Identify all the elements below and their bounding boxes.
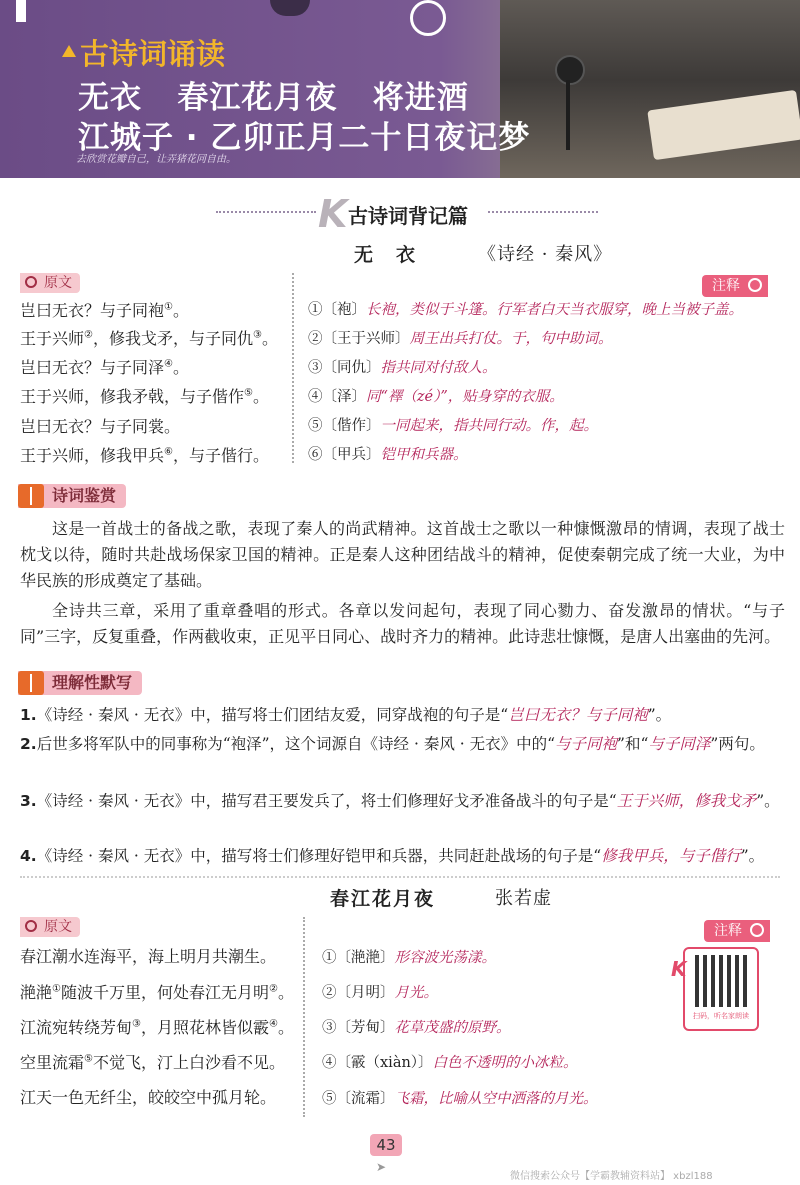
line-text: 江流宛转绕芳甸 <box>20 1018 133 1037</box>
note-item <box>308 356 497 377</box>
poem-line <box>20 326 278 349</box>
dictation-label-text: 理解性默写 <box>52 673 133 692</box>
qr-code-icon[interactable] <box>695 955 747 1007</box>
k-logo-icon: K <box>671 957 687 981</box>
note-mark: ⑥ <box>164 446 173 458</box>
line-text: 滟滟 <box>20 983 53 1002</box>
line-text: 。 <box>172 301 189 320</box>
circle-icon <box>25 276 37 288</box>
question-text: ”两句。 <box>710 735 765 753</box>
answer-text: 与子同泽 <box>648 735 711 753</box>
line-text: 岂曰无衣？与子同泽 <box>20 358 165 377</box>
note-explanation: 指共同对付敌人。 <box>380 360 497 376</box>
poem-line <box>20 298 189 321</box>
note-explanation: 形容波光荡漾。 <box>394 950 496 966</box>
note-term: ①〔滟滟〕 <box>322 950 395 966</box>
poem-line <box>20 1050 285 1073</box>
poem-line <box>20 414 180 437</box>
appreciation-paragraph: 全诗共三章，采用了重章叠唱的形式。各章以发问起句，表现了同心勠力、奋发激昂的情状。“与子同”三字，反复重叠，作两截收束，正见平日同心、战时齐力的精神。此诗悲壮慷慨，是唐人出塞曲的先河。 <box>20 601 785 646</box>
original-label-text: 原文 <box>44 275 72 291</box>
note-term: ⑥〔甲兵〕 <box>308 447 381 463</box>
line-text: ，与子偕行。 <box>172 446 269 465</box>
book-icon <box>18 484 44 508</box>
circle-icon <box>25 920 37 932</box>
note-item <box>322 1016 511 1037</box>
poem-line <box>20 355 189 378</box>
note-mark: ② <box>269 983 278 995</box>
note-mark: ② <box>84 329 93 341</box>
note-item <box>322 946 496 967</box>
question-text: 后世多将军队中的同事称为“袍泽”，这个词源自《诗经 · 秦风 · 无衣》中的“ <box>36 735 556 753</box>
line-text: 。 <box>277 983 294 1002</box>
section-title: 古诗词背记篇 <box>348 204 468 228</box>
note-term: ④〔霰（xiàn）〕 <box>322 1055 433 1071</box>
note-explanation: 同“襗（zé）”，贴身穿的衣服。 <box>366 389 564 405</box>
answer-text: 岂曰无衣？与子同袍 <box>508 706 648 724</box>
lamp-stem <box>566 80 570 150</box>
line-text: 。 <box>252 387 269 406</box>
answer-text: 王于兴师，修我戈矛 <box>616 792 757 810</box>
banner-motto: 去欣赏花瓣自己，让弄猪花同自由。 <box>76 154 236 165</box>
poem-title: 无 衣 <box>354 244 418 266</box>
poem-line <box>20 1085 276 1108</box>
note-explanation: 飞霜，比喻从空中洒落的月光。 <box>394 1091 598 1107</box>
answer-text: 与子同袍 <box>555 735 618 753</box>
note-explanation: 周王出兵打仗。于，句中助词。 <box>409 331 613 347</box>
note-mark: ① <box>164 301 173 313</box>
divider <box>303 917 305 1117</box>
fish-icon: ➤ <box>376 1160 387 1174</box>
poem-line <box>20 1015 294 1038</box>
question-text: ”。 <box>740 847 765 865</box>
question-text: 《诗经 · 秦风 · 无衣》中，描写将士们修理好铠甲和兵器，共同赶赴战场的句子是“ <box>36 847 602 865</box>
line-text: 。 <box>277 1018 294 1037</box>
divider <box>20 876 780 878</box>
line-text: 岂曰无衣？与子同裳。 <box>20 417 181 436</box>
note-term: ③〔芳甸〕 <box>322 1020 395 1036</box>
note-term: ⑤〔流霜〕 <box>322 1091 395 1107</box>
notes-label-text: 注释 <box>712 278 740 294</box>
original-label-text: 原文 <box>44 919 72 935</box>
note-item <box>322 981 438 1002</box>
banner-tag: 古诗词诵读 <box>80 37 226 71</box>
line-text: 江天一色无纤尘，皎皎空中孤月轮。 <box>20 1088 277 1107</box>
divider <box>292 273 294 463</box>
poem-source: 《诗经 · 秦风》 <box>478 244 613 265</box>
poem-line <box>20 384 269 407</box>
decor-ring <box>410 0 446 36</box>
dictation-label <box>18 671 142 695</box>
divider <box>488 211 598 215</box>
appreciation-label-text: 诗词鉴赏 <box>52 486 117 505</box>
watermark: 微信搜索公众号【学霸教辅资料站】 xbzl188 <box>510 1171 713 1182</box>
triangle-icon <box>62 45 76 57</box>
note-term: ②〔月明〕 <box>322 985 395 1001</box>
circle-icon <box>748 278 762 292</box>
question-number: 4. <box>20 847 37 865</box>
note-mark: ③ <box>253 329 262 341</box>
poem-title: 春江花月夜 <box>330 888 436 910</box>
question-number: 3. <box>20 792 37 810</box>
appreciation-paragraph: 这是一首战士的备战之歌，表现了秦人的尚武精神。这首战士之歌以一种慷慨激昂的情调，表现了战士枕戈以待，随时共赴战场保家卫国的精神。正是秦人这种团结战斗的精神，促使秦朝完成了统一大业，为中华民族的形成奠定了基础。 <box>20 519 785 590</box>
note-term: ③〔同仇〕 <box>308 360 381 376</box>
note-mark: ④ <box>164 358 173 370</box>
book-icon <box>18 671 44 695</box>
note-explanation: 花草茂盛的原野。 <box>394 1020 511 1036</box>
note-explanation: 月光。 <box>394 985 438 1001</box>
original-label <box>20 273 80 293</box>
question-number: 1. <box>20 706 37 724</box>
line-text: 。 <box>172 358 189 377</box>
appreciation-label <box>18 484 126 508</box>
note-term: ①〔袍〕 <box>308 302 366 318</box>
poem-line <box>20 980 294 1003</box>
line-text: 不觉飞，汀上白沙看不见。 <box>92 1053 285 1072</box>
banner-photo <box>500 0 800 178</box>
banner-title-line1: 无衣 春江花月夜 将进酒 <box>78 80 469 116</box>
question-text: 《诗经 · 秦风 · 无衣》中，描写君王要发兵了，将士们修理好戈矛准备战斗的句子是“ <box>36 792 617 810</box>
note-item <box>308 443 468 464</box>
question-item <box>20 702 780 728</box>
note-item <box>322 1051 578 1072</box>
notes-label-text: 注释 <box>714 923 742 939</box>
note-item <box>308 327 613 348</box>
qr-code-card[interactable] <box>671 947 759 1031</box>
question-text: 《诗经 · 秦风 · 无衣》中，描写将士们团结友爱，同穿战袍的句子是“ <box>36 706 509 724</box>
scroll-image <box>647 90 800 160</box>
page-number: 43 <box>370 1134 402 1156</box>
note-term: ⑤〔偕作〕 <box>308 418 381 434</box>
line-text: 岂曰无衣？与子同袍 <box>20 301 165 320</box>
header-banner <box>0 0 800 178</box>
note-mark: ⑤ <box>84 1053 93 1065</box>
line-text: 王于兴师 <box>20 329 85 348</box>
note-item <box>322 1087 598 1108</box>
note-mark: ⑤ <box>244 387 253 399</box>
question-item <box>20 731 780 757</box>
note-explanation: 铠甲和兵器。 <box>380 447 468 463</box>
note-explanation: 白色不透明的小冰粒。 <box>432 1055 578 1071</box>
notes-label <box>702 275 768 297</box>
question-number: 2. <box>20 735 37 753</box>
note-mark: ① <box>52 983 61 995</box>
decor-bar <box>16 0 26 22</box>
note-term: ④〔泽〕 <box>308 389 366 405</box>
note-item <box>308 298 743 319</box>
lamp-image <box>555 55 585 85</box>
line-text: 王于兴师，修我矛戟，与子偕作 <box>20 387 245 406</box>
original-label <box>20 917 80 937</box>
poem-line <box>20 944 276 967</box>
qr-caption: 扫码，听名家朗读 <box>693 1012 749 1020</box>
line-text: 春江潮水连海平，海上明月共潮生。 <box>20 947 277 966</box>
note-mark: ③ <box>132 1018 141 1030</box>
poem-author: 张若虚 <box>495 888 552 909</box>
decor-shape <box>270 0 310 16</box>
line-text: ，修我戈矛，与子同仇 <box>92 329 253 348</box>
line-text: 王于兴师，修我甲兵 <box>20 446 165 465</box>
line-text: 随波千万里，何处春江无月明 <box>60 983 269 1002</box>
banner-title-line2: 江城子 · 乙卯正月二十日夜记梦 <box>78 120 531 156</box>
answer-text: 修我甲兵，与子偕行 <box>601 847 741 865</box>
note-explanation: 长袍，类似于斗篷。行军者白天当衣服穿，晚上当被子盖。 <box>366 302 743 318</box>
note-mark: ④ <box>269 1018 278 1030</box>
divider <box>216 211 316 215</box>
question-text: ”和“ <box>617 735 649 753</box>
question-text: ”。 <box>647 706 672 724</box>
notes-label <box>704 920 770 942</box>
question-text: ”。 <box>756 792 780 810</box>
line-text: ，月照花林皆似霰 <box>140 1018 269 1037</box>
line-text: 。 <box>261 329 278 348</box>
note-item <box>308 414 598 435</box>
question-item <box>20 788 780 814</box>
note-term: ②〔王于兴师〕 <box>308 331 410 347</box>
poem-line <box>20 443 269 466</box>
section-header <box>0 192 800 236</box>
circle-icon <box>750 923 764 937</box>
line-text: 空里流霜 <box>20 1053 85 1072</box>
note-explanation: 一同起来，指共同行动。作，起。 <box>380 418 598 434</box>
question-item <box>20 843 780 869</box>
note-item <box>308 385 564 406</box>
k-logo-icon: K <box>318 192 348 236</box>
